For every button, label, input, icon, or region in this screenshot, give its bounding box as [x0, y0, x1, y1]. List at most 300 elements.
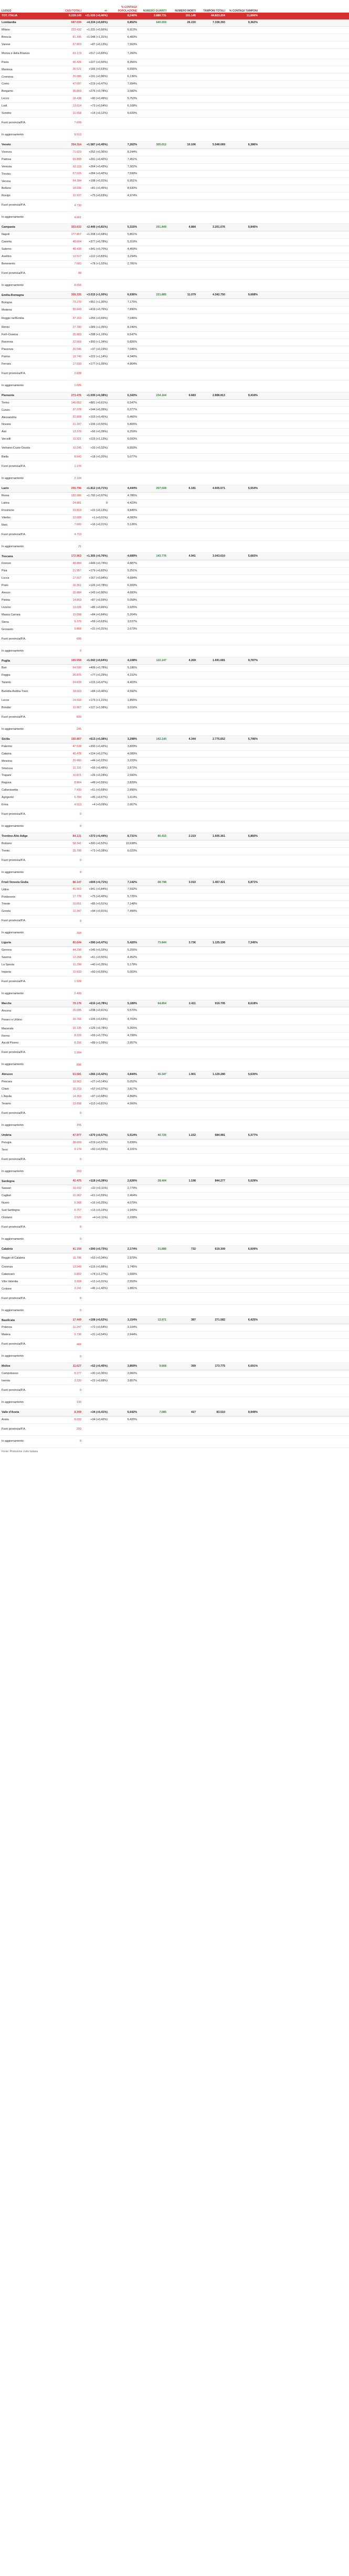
table-row	[0, 453, 349, 461]
cell-swab-pos	[227, 633, 259, 645]
cell-place: Massa Carrara	[0, 611, 58, 619]
cell-delta: +57 (+0,37%)	[83, 1085, 109, 1093]
cell-per-pop: 4,703%	[109, 1015, 139, 1025]
cell-place: In aggiornamento	[0, 1059, 58, 1071]
cell-per-pop: 3,857%	[109, 1377, 139, 1385]
table-row	[0, 619, 349, 626]
cell-recovered	[139, 604, 168, 611]
table-row	[0, 156, 349, 163]
cell-spacer	[259, 453, 349, 461]
cell-per-pop: 6,620%	[109, 110, 139, 117]
table-row	[0, 633, 349, 645]
cell-deaths	[168, 185, 197, 193]
cell-deaths	[168, 575, 197, 582]
cell-deaths	[168, 332, 197, 339]
cell-deaths	[168, 808, 197, 821]
table-row	[0, 801, 349, 808]
cell-swabs	[197, 407, 227, 414]
table-row	[0, 306, 349, 314]
header-cases[interactable]	[58, 0, 83, 13]
cell-swabs	[197, 306, 227, 314]
cell-recovered	[139, 1007, 168, 1015]
cell-per-pop: 3,925%	[109, 604, 139, 611]
cell-spacer	[259, 988, 349, 1000]
cell-cases: 165.558	[58, 657, 83, 665]
cell-recovered	[139, 148, 168, 156]
cell-swabs	[197, 443, 227, 453]
cell-swabs	[197, 589, 227, 597]
table-row	[0, 597, 349, 604]
table-row	[0, 34, 349, 41]
cell-swabs	[197, 758, 227, 765]
table-row	[0, 443, 349, 453]
table-row	[0, 1079, 349, 1086]
cell-place: Palermo	[0, 743, 58, 750]
cell-recovered	[139, 541, 168, 553]
cell-swabs	[197, 178, 227, 185]
cell-delta: +53 (+0,34%)	[83, 1253, 109, 1263]
cell-spacer	[259, 619, 349, 626]
cell-spacer	[259, 185, 349, 193]
cell-cases: 3.918	[58, 1278, 83, 1285]
cell-per-pop: 5,126%	[109, 521, 139, 529]
cell-swab-pos	[227, 808, 259, 821]
cell-spacer	[259, 893, 349, 901]
cell-delta: +16 (+0,25%)	[83, 1200, 109, 1207]
cell-per-pop: 8,930%	[109, 185, 139, 193]
cell-delta: +881 (+0,61%)	[83, 399, 109, 407]
cell-delta: +179 (+0,82%)	[83, 568, 109, 575]
cell-delta	[83, 711, 109, 723]
cell-deaths	[168, 102, 197, 110]
cell-cases: 35.803	[58, 88, 83, 95]
table-row	[0, 1305, 349, 1317]
cell-recovered: 201.849	[139, 224, 168, 231]
table-row	[0, 429, 349, 436]
cell-cases: 14.803	[58, 597, 83, 604]
cell-recovered	[139, 453, 168, 461]
cell-swabs	[197, 499, 227, 507]
cell-delta: +81 (+0,45%)	[83, 185, 109, 193]
cell-per-pop: 5,861%	[109, 231, 139, 238]
cell-cases: 41.063	[58, 886, 83, 893]
cell-per-pop: 7,599%	[109, 171, 139, 178]
cell-delta	[83, 1385, 109, 1397]
cell-cases: 8.643	[58, 453, 83, 461]
cell-swabs	[197, 626, 227, 633]
cell-deaths	[168, 48, 197, 59]
cell-swab-pos: 6,609%	[227, 1246, 259, 1253]
cell-cases: 20.046	[58, 346, 83, 353]
cell-spacer	[259, 59, 349, 66]
cell-recovered	[139, 26, 168, 34]
cell-deaths	[168, 461, 197, 473]
cell-place: Verbano-Cusio-Ossola	[0, 443, 58, 453]
cell-cases: 1.276	[58, 461, 83, 473]
cell-place: Pescara	[0, 1079, 58, 1086]
cell-deaths	[168, 1007, 197, 1015]
cell-per-pop: 5,189%	[109, 1000, 139, 1007]
cell-swabs	[197, 368, 227, 380]
cell-swabs	[197, 855, 227, 867]
cell-delta: +50 (+0,55%)	[83, 1146, 109, 1154]
cell-per-pop: 6,136%	[109, 73, 139, 81]
cell-delta: +87 (+0,59%)	[83, 597, 109, 604]
cell-delta	[83, 821, 109, 833]
cell-per-pop: 4,868%	[109, 1093, 139, 1100]
header-swabs[interactable]: TAMPONI TOTALI	[203, 9, 225, 13]
cell-place: Foggia	[0, 672, 58, 679]
cell-deaths	[168, 95, 197, 103]
cell-swab-pos	[227, 1015, 259, 1025]
cell-swabs	[197, 156, 227, 163]
cell-recovered: 305.012	[139, 141, 168, 148]
cell-swab-pos	[227, 893, 259, 901]
cell-spacer	[259, 1071, 349, 1079]
cell-spacer	[259, 1332, 349, 1339]
cell-deaths	[168, 59, 197, 66]
cell-recovered	[139, 339, 168, 346]
cell-spacer	[259, 1132, 349, 1139]
cell-swab-pos	[227, 324, 259, 332]
cell-place: Umbria	[0, 1132, 58, 1139]
cell-spacer	[259, 765, 349, 772]
cell-swab-pos: 7,345%	[227, 940, 259, 947]
header-delta[interactable]: +/-	[104, 9, 108, 13]
cell-swab-pos	[227, 1085, 259, 1093]
cell-swab-pos: 5,554%	[227, 485, 259, 492]
cell-spacer	[259, 529, 349, 541]
cell-recovered	[139, 1253, 168, 1263]
table-row	[0, 492, 349, 499]
cell-swabs: 619.309	[197, 1246, 227, 1253]
cell-cases: 88	[58, 268, 83, 280]
cell-spacer	[259, 582, 349, 589]
cell-swab-pos	[227, 66, 259, 73]
cell-deaths: 151.145	[168, 13, 197, 19]
cell-per-pop: 4,083%	[109, 514, 139, 521]
cell-delta: +126 (+0,78%)	[83, 582, 109, 589]
cell-swab-pos: 5,796%	[227, 736, 259, 743]
table-row	[0, 961, 349, 968]
cell-place: Teramo	[0, 1100, 58, 1108]
cell-deaths	[168, 626, 197, 633]
cell-swab-pos	[227, 1214, 259, 1221]
cell-deaths	[168, 1370, 197, 1377]
cell-recovered	[139, 473, 168, 485]
cell-recovered	[139, 332, 168, 339]
cell-recovered	[139, 238, 168, 246]
cell-deaths	[168, 686, 197, 697]
cell-recovered	[139, 200, 168, 212]
cell-delta	[83, 1293, 109, 1305]
cell-place: Chieti	[0, 1085, 58, 1093]
cell-place: Ferrara	[0, 360, 58, 368]
cell-swabs	[197, 780, 227, 787]
cell-swab-pos	[227, 529, 259, 541]
cell-spacer	[259, 833, 349, 840]
table-row	[0, 1040, 349, 1047]
cell-place: Rovigo	[0, 193, 58, 200]
cell-delta: +97 (+0,68%)	[83, 1093, 109, 1100]
cell-per-pop: 3,298%	[109, 736, 139, 743]
cell-per-pop: 7,175%	[109, 299, 139, 306]
cell-cases: 5.822	[58, 1271, 83, 1278]
cell-delta	[83, 129, 109, 141]
cell-deaths	[168, 1040, 197, 1047]
cell-spacer	[259, 1079, 349, 1086]
cell-deaths	[168, 1093, 197, 1100]
cell-place: Fuori provincia/P.A.	[0, 1221, 58, 1233]
cell-recovered	[139, 443, 168, 453]
cell-delta: +166 (+0,63%)	[83, 66, 109, 73]
cell-spacer	[259, 1435, 349, 1447]
cell-spacer	[259, 626, 349, 633]
cell-cases: 130	[58, 1397, 83, 1409]
cell-cases: 8.220	[58, 1032, 83, 1040]
cell-delta: +124 (+0,27%)	[83, 750, 109, 758]
cell-place: Fermo	[0, 1032, 58, 1040]
cell-swab-pos	[227, 568, 259, 575]
cell-swabs	[197, 645, 227, 657]
cell-spacer	[259, 711, 349, 723]
cell-deaths	[168, 193, 197, 200]
cell-swab-pos	[227, 1007, 259, 1015]
cell-delta: +72 (+0,64%)	[83, 1324, 109, 1332]
cell-cases: 2.838	[58, 368, 83, 380]
cell-deaths	[168, 711, 197, 723]
cell-cases: 17.033	[58, 360, 83, 368]
cell-per-pop: 2,174%	[109, 1246, 139, 1253]
cell-deaths: 732	[168, 1246, 197, 1253]
cell-swabs	[197, 1435, 227, 1447]
table-row	[0, 171, 349, 178]
cell-recovered	[139, 847, 168, 855]
cell-per-pop	[109, 988, 139, 1000]
cell-place: Lazio	[0, 485, 58, 492]
cell-spacer	[259, 821, 349, 833]
cell-spacer	[259, 88, 349, 95]
table-row	[0, 808, 349, 821]
cell-deaths	[168, 253, 197, 260]
cell-place: Ancona	[0, 1007, 58, 1015]
cell-spacer	[259, 697, 349, 704]
cell-spacer	[259, 961, 349, 968]
cell-per-pop: 7,302%	[109, 163, 139, 171]
cell-recovered	[139, 280, 168, 292]
cell-deaths	[168, 1120, 197, 1132]
table-row	[0, 1324, 349, 1332]
cell-swab-pos	[227, 117, 259, 129]
cell-spacer	[259, 436, 349, 443]
cell-spacer	[259, 81, 349, 88]
cell-spacer	[259, 1207, 349, 1214]
cell-place: Venezia	[0, 163, 58, 171]
cell-cases: 21.957	[58, 568, 83, 575]
cell-per-pop: 3,960%	[109, 1370, 139, 1377]
region-row	[0, 19, 349, 26]
cell-per-pop: 2,895%	[109, 787, 139, 794]
cell-cases: 2.904	[58, 1047, 83, 1059]
cell-place: Fuori provincia/P.A.	[0, 1108, 58, 1120]
cell-delta: +1.587 (+0,45%)	[83, 141, 109, 148]
cell-swab-pos	[227, 268, 259, 280]
cell-swabs	[197, 711, 227, 723]
cell-recovered	[139, 988, 168, 1000]
cell-swabs: 1.129.280	[197, 1071, 227, 1079]
cell-deaths	[168, 821, 197, 833]
cell-place: In aggiornamento	[0, 1397, 58, 1409]
cell-swabs	[197, 461, 227, 473]
cell-swab-pos: 11,666%	[227, 13, 259, 19]
header-recovered[interactable]	[139, 0, 168, 13]
header-swab-pos[interactable]: % CONTAGI/ TAMPONI	[229, 9, 258, 13]
cell-swab-pos	[227, 686, 259, 697]
cell-place: Calabria	[0, 1246, 58, 1253]
cell-swabs	[197, 346, 227, 353]
cell-recovered	[139, 611, 168, 619]
cell-recovered	[139, 178, 168, 185]
cell-swab-pos: 5,029%	[227, 1178, 259, 1185]
cell-deaths	[168, 117, 197, 129]
cell-recovered	[139, 1435, 168, 1447]
cell-per-pop: 3,537%	[109, 619, 139, 626]
cell-swab-pos	[227, 626, 259, 633]
cell-delta: +33 (+0,32%)	[83, 443, 109, 453]
cell-delta: +4 (+0,09%)	[83, 801, 109, 808]
cell-delta: +46 (+1,42%)	[83, 1285, 109, 1293]
table-row	[0, 1385, 349, 1397]
cell-per-pop	[109, 808, 139, 821]
table-row	[0, 26, 349, 34]
cell-recovered	[139, 665, 168, 672]
cell-place: In aggiornamento	[0, 867, 58, 879]
cell-recovered	[139, 95, 168, 103]
cell-delta: +61 (+0,50%)	[83, 954, 109, 961]
cell-place: Cremona	[0, 73, 58, 81]
cell-recovered	[139, 976, 168, 988]
cell-delta: +90 (+0,49%)	[83, 95, 109, 103]
cell-per-pop: 5,179%	[109, 961, 139, 968]
cell-per-pop: 3,104%	[109, 1324, 139, 1332]
cell-cases: 26.095	[58, 1007, 83, 1015]
cell-deaths	[168, 988, 197, 1000]
cell-swabs	[197, 212, 227, 224]
cell-delta: +84 (+0,84%)	[83, 611, 109, 619]
cell-cases: 203	[58, 1166, 83, 1178]
cell-cases: 86.147	[58, 879, 83, 886]
cell-swabs	[197, 808, 227, 821]
cell-cases: 6.368	[58, 1200, 83, 1207]
cell-cases: 155	[58, 1120, 83, 1132]
cell-deaths: 387	[168, 1317, 197, 1324]
cell-cases: 27.780	[58, 324, 83, 332]
header-per-pop[interactable]	[109, 0, 139, 13]
cell-swab-pos	[227, 1166, 259, 1178]
cell-place: In aggiornamento	[0, 541, 58, 553]
cell-place: Ragusa	[0, 780, 58, 787]
cell-place: Brindisi	[0, 704, 58, 711]
cell-deaths	[168, 679, 197, 687]
cell-per-pop: 2,944%	[109, 1332, 139, 1339]
cell-per-pop: 4,079%	[109, 1200, 139, 1207]
cell-place: Sud Sardegna	[0, 1207, 58, 1214]
cell-spacer	[259, 1185, 349, 1193]
cell-place: Napoli	[0, 231, 58, 238]
table-row	[0, 946, 349, 954]
cell-place: In aggiornamento	[0, 380, 58, 392]
cell-delta: +31 (+0,54%)	[83, 1332, 109, 1339]
cell-recovered	[139, 758, 168, 765]
cell-delta: +145 (+0,33%)	[83, 946, 109, 954]
cell-delta: +77 (+0,29%)	[83, 672, 109, 679]
cell-place: In aggiornamento	[0, 821, 58, 833]
cell-cases: 19.962	[58, 1079, 83, 1086]
cell-swabs	[197, 916, 227, 928]
cell-swabs	[197, 575, 227, 582]
header-per-pop-label: % CONTAGI/ POPOLAZIONE	[118, 6, 137, 13]
cell-spacer	[259, 380, 349, 392]
cell-swab-pos	[227, 521, 259, 529]
cell-recovered	[139, 840, 168, 847]
cell-swab-pos	[227, 758, 259, 765]
cell-deaths: 399	[168, 1363, 197, 1370]
header-place[interactable]: LUOGO	[2, 9, 12, 13]
cell-swabs	[197, 200, 227, 212]
cell-per-pop: 4,108%	[109, 657, 139, 665]
cell-spacer	[259, 908, 349, 916]
cell-place: Torino	[0, 399, 58, 407]
cell-delta: +74 (+1,27%)	[83, 1271, 109, 1278]
cell-swab-pos	[227, 346, 259, 353]
cell-recovered	[139, 916, 168, 928]
cell-delta: +373 (+0,44%)	[83, 833, 109, 840]
cell-recovered	[139, 679, 168, 687]
cell-swabs	[197, 1397, 227, 1409]
cell-recovered	[139, 421, 168, 429]
cell-spacer	[259, 847, 349, 855]
cell-spacer	[259, 787, 349, 794]
cell-swabs	[197, 1108, 227, 1120]
cell-spacer	[259, 268, 349, 280]
cell-swabs	[197, 1093, 227, 1100]
cell-spacer	[259, 1221, 349, 1233]
cell-deaths	[168, 156, 197, 163]
cell-place: Gorizia	[0, 908, 58, 916]
cell-deaths	[168, 1305, 197, 1317]
cell-place: Marche	[0, 1000, 58, 1007]
header-deaths[interactable]: NUMERO MORTI	[175, 9, 196, 13]
cell-per-pop: 6,642%	[109, 1409, 139, 1416]
cell-cases: 11.290	[58, 961, 83, 968]
cell-deaths	[168, 1253, 197, 1263]
cell-place: Udine	[0, 886, 58, 893]
cell-deaths	[168, 954, 197, 961]
cell-spacer	[259, 611, 349, 619]
cell-place: Rimini	[0, 324, 58, 332]
cell-per-pop: 1,606%	[109, 1271, 139, 1278]
cell-delta: +61 (+0,59%)	[83, 1193, 109, 1200]
cell-deaths	[168, 171, 197, 178]
cell-place: Pesaro e Urbino	[0, 1015, 58, 1025]
cell-spacer	[259, 1397, 349, 1409]
cell-cases: 73.270	[58, 299, 83, 306]
cell-spacer	[259, 645, 349, 657]
table-row	[0, 129, 349, 141]
cell-swabs	[197, 163, 227, 171]
cell-recovered	[139, 886, 168, 893]
cell-swab-pos	[227, 110, 259, 117]
